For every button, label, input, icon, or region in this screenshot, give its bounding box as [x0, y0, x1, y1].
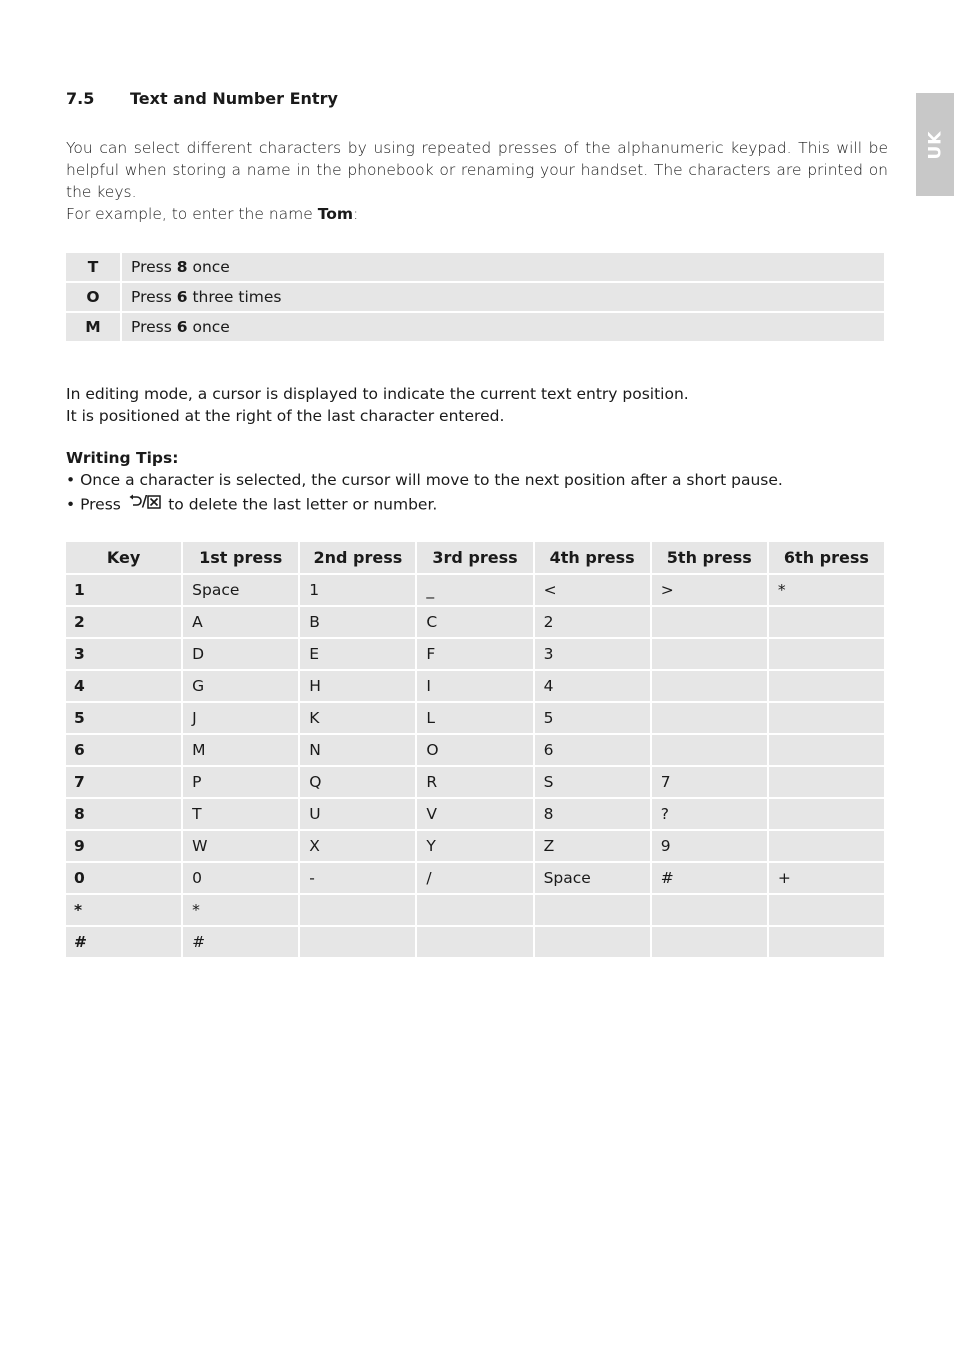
header-cell: 4th press	[535, 542, 650, 573]
press-cell: *	[769, 575, 884, 605]
press-cell: B	[300, 607, 415, 637]
example-post: once	[187, 258, 230, 276]
header-cell: 6th press	[769, 542, 884, 573]
press-cell: <	[535, 575, 650, 605]
table-row	[66, 607, 884, 637]
example-table	[64, 251, 886, 343]
press-cell: 7	[652, 767, 767, 797]
section-title: Text and Number Entry	[130, 89, 338, 108]
press-cell	[535, 895, 650, 925]
press-cell	[652, 895, 767, 925]
press-cell: 5	[535, 703, 650, 733]
key-cell: 5	[66, 703, 181, 733]
key-cell: 7	[66, 767, 181, 797]
intro-paragraph: You can select different characters by using repeated presses of the alphanumeric keypad. This will be helpful when storing a name in the phonebook or renaming your handset. The characters are printed on the keys.	[66, 139, 888, 201]
back-delete-icon: /	[129, 491, 161, 513]
press-cell: Space	[183, 575, 298, 605]
section-number: 7.5	[66, 89, 95, 108]
press-cell: #	[183, 927, 298, 957]
key-table	[64, 540, 886, 959]
example-post: once	[187, 318, 230, 336]
table-row	[66, 575, 884, 605]
example-prefix: For example, to enter the name	[66, 205, 318, 223]
press-cell	[769, 735, 884, 765]
example-description	[122, 313, 884, 341]
press-cell: O	[417, 735, 532, 765]
table-row	[66, 639, 884, 669]
press-cell: R	[417, 767, 532, 797]
example-letter: O	[66, 283, 120, 311]
press-cell: -	[300, 863, 415, 893]
writing-tips	[66, 448, 783, 516]
press-cell: 2	[535, 607, 650, 637]
press-cell	[769, 927, 884, 957]
press-cell	[652, 703, 767, 733]
tip-post: to delete the last letter or number.	[163, 495, 438, 514]
press-cell: F	[417, 639, 532, 669]
key-cell: 0	[66, 863, 181, 893]
press-cell: 8	[535, 799, 650, 829]
press-cell: Space	[535, 863, 650, 893]
intro-text	[66, 137, 888, 225]
press-cell: Y	[417, 831, 532, 861]
example-row	[66, 283, 884, 311]
press-cell	[652, 639, 767, 669]
example-name: Tom	[317, 205, 354, 223]
key-cell: 1	[66, 575, 181, 605]
tip-item: • Once a character is selected, the cursor will move to the next position after a short pause.	[66, 470, 783, 489]
example-key: 6	[176, 318, 188, 336]
press-cell	[417, 895, 532, 925]
table-row	[66, 767, 884, 797]
tip-pre: • Press	[66, 495, 126, 514]
press-cell	[769, 799, 884, 829]
key-cell: 6	[66, 735, 181, 765]
press-cell: G	[183, 671, 298, 701]
table-row	[66, 703, 884, 733]
press-cell: 6	[535, 735, 650, 765]
press-cell	[417, 927, 532, 957]
press-cell: 0	[183, 863, 298, 893]
press-cell: D	[183, 639, 298, 669]
example-description	[122, 253, 884, 281]
press-cell: V	[417, 799, 532, 829]
press-cell	[652, 735, 767, 765]
example-letter: T	[66, 253, 120, 281]
key-cell: 9	[66, 831, 181, 861]
press-cell: H	[300, 671, 415, 701]
press-cell	[300, 927, 415, 957]
press-cell: 4	[535, 671, 650, 701]
press-cell: N	[300, 735, 415, 765]
press-cell: 1	[300, 575, 415, 605]
press-cell: /	[417, 863, 532, 893]
press-cell	[769, 831, 884, 861]
cursor-info	[66, 383, 689, 427]
example-pre: Press	[131, 318, 177, 336]
press-cell: *	[183, 895, 298, 925]
press-cell: P	[183, 767, 298, 797]
key-cell: 2	[66, 607, 181, 637]
cursor-info-line: In editing mode, a cursor is displayed to indicate the current text entry position.	[66, 385, 689, 403]
press-cell	[652, 607, 767, 637]
press-cell: C	[417, 607, 532, 637]
key-cell: 4	[66, 671, 181, 701]
press-cell	[769, 639, 884, 669]
press-cell: J	[183, 703, 298, 733]
press-cell: E	[300, 639, 415, 669]
intro-example	[66, 203, 888, 225]
table-row	[66, 735, 884, 765]
press-cell	[535, 927, 650, 957]
press-cell	[769, 895, 884, 925]
header-cell: Key	[66, 542, 181, 573]
press-cell	[652, 671, 767, 701]
language-tab-label: UK	[924, 130, 945, 159]
press-cell	[769, 671, 884, 701]
press-cell	[769, 607, 884, 637]
press-cell: S	[535, 767, 650, 797]
tips-title: Writing Tips:	[66, 449, 179, 467]
press-cell: _	[417, 575, 532, 605]
press-cell: #	[652, 863, 767, 893]
table-row	[66, 895, 884, 925]
example-description	[122, 283, 884, 311]
key-cell: *	[66, 895, 181, 925]
example-row	[66, 313, 884, 341]
table-row	[66, 863, 884, 893]
press-cell: U	[300, 799, 415, 829]
press-cell: X	[300, 831, 415, 861]
press-cell: K	[300, 703, 415, 733]
press-cell: I	[417, 671, 532, 701]
key-cell: 8	[66, 799, 181, 829]
example-suffix: :	[353, 205, 359, 223]
section-heading	[66, 89, 338, 108]
press-cell: Z	[535, 831, 650, 861]
example-pre: Press	[131, 258, 177, 276]
key-cell: #	[66, 927, 181, 957]
example-key: 8	[176, 258, 188, 276]
example-pre: Press	[131, 288, 177, 306]
example-post: three times	[187, 288, 282, 306]
press-cell: 3	[535, 639, 650, 669]
key-cell: 3	[66, 639, 181, 669]
press-cell: 9	[652, 831, 767, 861]
example-letter: M	[66, 313, 120, 341]
key-table-header	[66, 542, 884, 573]
language-tab	[916, 93, 954, 196]
press-cell	[769, 767, 884, 797]
example-row	[66, 253, 884, 281]
header-cell: 3rd press	[417, 542, 532, 573]
table-row	[66, 671, 884, 701]
press-cell: ?	[652, 799, 767, 829]
press-cell: L	[417, 703, 532, 733]
tip-item	[66, 491, 783, 516]
press-cell: A	[183, 607, 298, 637]
cursor-info-line: It is positioned at the right of the last character entered.	[66, 407, 505, 425]
press-cell: M	[183, 735, 298, 765]
table-row	[66, 927, 884, 957]
table-row	[66, 799, 884, 829]
press-cell	[652, 927, 767, 957]
header-cell: 1st press	[183, 542, 298, 573]
press-cell: >	[652, 575, 767, 605]
press-cell: T	[183, 799, 298, 829]
press-cell: +	[769, 863, 884, 893]
table-row	[66, 831, 884, 861]
press-cell: Q	[300, 767, 415, 797]
example-key: 6	[176, 288, 188, 306]
header-cell: 5th press	[652, 542, 767, 573]
press-cell	[300, 895, 415, 925]
press-cell: W	[183, 831, 298, 861]
press-cell	[769, 703, 884, 733]
header-cell: 2nd press	[300, 542, 415, 573]
